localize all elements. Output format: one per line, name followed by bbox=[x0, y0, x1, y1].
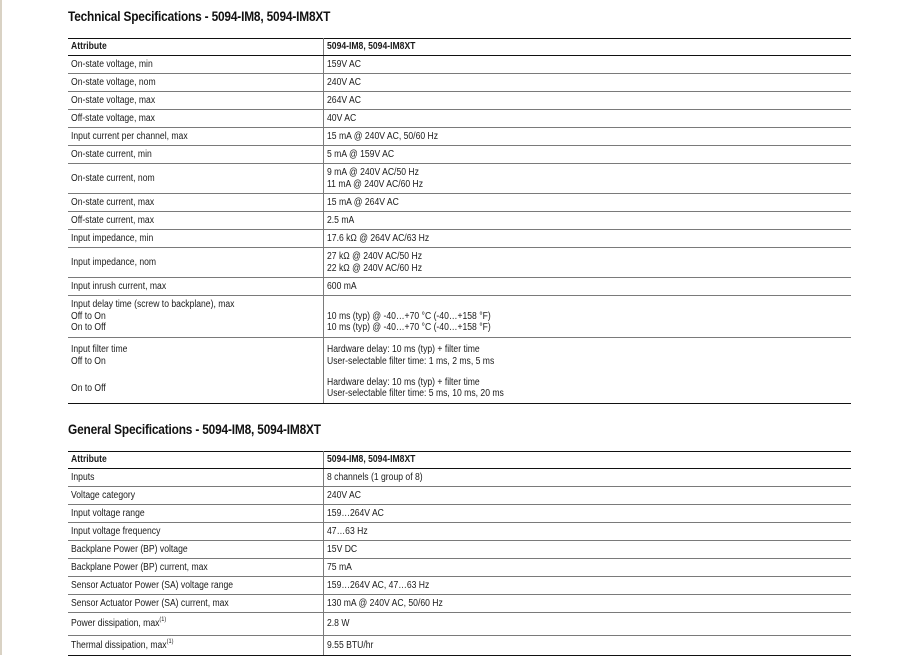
value-text: 159…264V AC, 47…63 Hz bbox=[327, 579, 430, 591]
value-text bbox=[327, 299, 491, 311]
table-row bbox=[68, 248, 851, 278]
table-row bbox=[68, 74, 851, 92]
value-text: 22 kΩ @ 240V AC/60 Hz bbox=[327, 262, 423, 274]
value-cell bbox=[324, 613, 852, 636]
value-text: 11 mA @ 240V AC/60 Hz bbox=[327, 178, 424, 190]
value-text: 240V AC bbox=[327, 76, 361, 88]
attribute-text: Input impedance, nom bbox=[71, 256, 157, 268]
value-text: User-selectable filter time: 1 ms, 2 ms, 5 ms bbox=[327, 355, 495, 367]
attribute-cell bbox=[68, 248, 324, 278]
table-row bbox=[68, 212, 851, 230]
table-row bbox=[68, 505, 851, 523]
table-row bbox=[68, 374, 851, 404]
header-attribute: Attribute bbox=[68, 452, 324, 469]
table-row bbox=[68, 613, 851, 636]
value-text: 9 mA @ 240V AC/50 Hz bbox=[327, 167, 419, 178]
value-text: 8 channels (1 group of 8) bbox=[327, 471, 423, 483]
value-cell bbox=[324, 487, 852, 505]
attribute-text: Voltage category bbox=[71, 489, 136, 501]
attribute-text: Sensor Actuator Power (SA) voltage range bbox=[71, 579, 234, 591]
attribute-cell bbox=[68, 296, 324, 338]
value-cell bbox=[324, 278, 852, 296]
attribute-cell bbox=[68, 194, 324, 212]
table-row bbox=[68, 278, 851, 296]
value-cell bbox=[324, 469, 852, 487]
value-cell bbox=[324, 56, 852, 74]
attribute-text: Off to On bbox=[71, 355, 106, 367]
technical-specs-title: Technical Specifications - 5094-IM8, 5094-IM8XT bbox=[68, 9, 331, 24]
value-text: 10 ms (typ) @ -40…+70 °C (-40…+158 °F) bbox=[327, 322, 491, 334]
attribute-text: On-state voltage, max bbox=[71, 94, 156, 106]
value-text: 264V AC bbox=[327, 94, 361, 106]
attribute-text: Off to On bbox=[71, 310, 106, 322]
attribute-text: Thermal dissipation, $\max^{(1)}$ bbox=[71, 637, 174, 651]
attribute-text: On-state voltage, min bbox=[71, 58, 153, 70]
attribute-cell bbox=[68, 374, 324, 404]
footnote-marker: (1) bbox=[159, 616, 167, 624]
attribute-text: Power dissipation, $\max^{(1)}$ bbox=[71, 616, 167, 630]
attribute-text: Inputs bbox=[71, 471, 95, 483]
attribute-cell bbox=[68, 92, 324, 110]
attribute-cell bbox=[68, 505, 324, 523]
table-row bbox=[68, 230, 851, 248]
general-specs-title: General Specifications - 5094-IM8, 5094-IM8XT bbox=[68, 422, 321, 437]
attribute-cell bbox=[68, 469, 324, 487]
value-text: 75 mA bbox=[327, 561, 352, 573]
attribute-cell bbox=[68, 212, 324, 230]
table-row bbox=[68, 338, 851, 374]
value-cell bbox=[324, 230, 852, 248]
attribute-cell bbox=[68, 230, 324, 248]
table-row bbox=[68, 110, 851, 128]
technical-specs-table bbox=[68, 38, 851, 404]
table-row bbox=[68, 164, 851, 194]
table-row bbox=[68, 487, 851, 505]
attribute-cell bbox=[68, 278, 324, 296]
value-cell bbox=[324, 505, 852, 523]
attribute-cell bbox=[68, 487, 324, 505]
attribute-text: Input delay time (screw to backplane), max bbox=[71, 299, 235, 311]
attribute-text: On-state current, nom bbox=[71, 172, 155, 184]
value-text: 240V AC bbox=[327, 489, 361, 501]
table-row bbox=[68, 92, 851, 110]
value-text: 5 mA @ 159V AC bbox=[327, 148, 395, 160]
value-text: 47…63 Hz bbox=[327, 525, 368, 537]
attribute-cell bbox=[68, 146, 324, 164]
table-row bbox=[68, 56, 851, 74]
attribute-text: Backplane Power (BP) current, max bbox=[71, 561, 208, 573]
table-header-row bbox=[68, 452, 851, 469]
table-row bbox=[68, 194, 851, 212]
value-cell bbox=[324, 146, 852, 164]
value-cell bbox=[324, 248, 852, 278]
table-row bbox=[68, 577, 851, 595]
value-text: Hardware delay: 10 ms (typ) + filter time bbox=[327, 376, 480, 388]
attribute-cell bbox=[68, 636, 324, 656]
attribute-text: Sensor Actuator Power (SA) current, max bbox=[71, 597, 229, 609]
page-edge bbox=[0, 0, 2, 655]
attribute-cell bbox=[68, 56, 324, 74]
attribute-cell bbox=[68, 559, 324, 577]
value-cell bbox=[324, 541, 852, 559]
attribute-cell bbox=[68, 613, 324, 636]
attribute-cell bbox=[68, 128, 324, 146]
header-model: 5094-IM8, 5094-IM8XT bbox=[324, 452, 852, 469]
attribute-cell bbox=[68, 577, 324, 595]
value-text: User-selectable filter time: 5 ms, 10 ms, 20 ms bbox=[327, 388, 504, 400]
value-text: 15 mA @ 240V AC, 50/60 Hz bbox=[327, 130, 439, 142]
header-model: 5094-IM8, 5094-IM8XT bbox=[324, 39, 852, 56]
value-text: 17.6 kΩ @ 264V AC/63 Hz bbox=[327, 232, 430, 244]
value-text: 130 mA @ 240V AC, 50/60 Hz bbox=[327, 597, 443, 609]
attribute-text: Input inrush current, max bbox=[71, 280, 167, 292]
value-cell bbox=[324, 595, 852, 613]
value-cell bbox=[324, 296, 852, 338]
value-text: 2.5 mA bbox=[327, 214, 355, 226]
table-row bbox=[68, 636, 851, 656]
attribute-cell bbox=[68, 164, 324, 194]
footnote-marker: (1) bbox=[166, 637, 174, 645]
general-specs-table bbox=[68, 451, 851, 656]
value-text: 600 mA bbox=[327, 280, 357, 292]
value-cell bbox=[324, 374, 852, 404]
attribute-cell bbox=[68, 523, 324, 541]
value-cell bbox=[324, 110, 852, 128]
attribute-text: Off-state current, max bbox=[71, 214, 155, 226]
attribute-cell bbox=[68, 541, 324, 559]
table-row bbox=[68, 469, 851, 487]
attribute-text: On-state current, min bbox=[71, 148, 152, 160]
value-cell bbox=[324, 128, 852, 146]
value-text: 15 mA @ 264V AC bbox=[327, 196, 399, 208]
attribute-cell bbox=[68, 74, 324, 92]
attribute-cell bbox=[68, 110, 324, 128]
attribute-cell bbox=[68, 595, 324, 613]
value-cell bbox=[324, 338, 852, 374]
attribute-text: On-state voltage, nom bbox=[71, 76, 156, 88]
value-text: 159V AC bbox=[327, 58, 361, 70]
value-cell bbox=[324, 636, 852, 656]
value-cell bbox=[324, 164, 852, 194]
attribute-text: Input current per channel, max bbox=[71, 130, 188, 142]
value-text: Hardware delay: 10 ms (typ) + filter time bbox=[327, 344, 480, 356]
value-cell bbox=[324, 577, 852, 595]
value-cell bbox=[324, 559, 852, 577]
table-row bbox=[68, 559, 851, 577]
value-cell bbox=[324, 92, 852, 110]
value-cell bbox=[324, 194, 852, 212]
attribute-cell bbox=[68, 338, 324, 374]
value-text: 159…264V AC bbox=[327, 507, 384, 519]
attribute-text: On to Off bbox=[71, 382, 106, 394]
value-text: 10 ms (typ) @ -40…+70 °C (-40…+158 °F) bbox=[327, 310, 491, 322]
attribute-text: Input voltage range bbox=[71, 507, 145, 519]
attribute-text: Input voltage frequency bbox=[71, 525, 161, 537]
table-row bbox=[68, 595, 851, 613]
table-row bbox=[68, 146, 851, 164]
table-row bbox=[68, 523, 851, 541]
value-cell bbox=[324, 523, 852, 541]
value-text: 9.55 BTU/hr bbox=[327, 639, 374, 651]
table-header-row bbox=[68, 39, 851, 56]
value-text: 2.8 W bbox=[327, 618, 350, 630]
value-text: 15V DC bbox=[327, 543, 358, 555]
table-row bbox=[68, 128, 851, 146]
attribute-text: On to Off bbox=[71, 322, 106, 334]
value-cell bbox=[324, 74, 852, 92]
attribute-text: Input impedance, min bbox=[71, 232, 154, 244]
value-text: 27 kΩ @ 240V AC/50 Hz bbox=[327, 251, 423, 262]
attribute-text: Off-state voltage, max bbox=[71, 112, 155, 124]
attribute-text: On-state current, max bbox=[71, 196, 155, 208]
table-row bbox=[68, 541, 851, 559]
attribute-text: Backplane Power (BP) voltage bbox=[71, 543, 188, 555]
value-text: 40V AC bbox=[327, 112, 357, 124]
value-cell bbox=[324, 212, 852, 230]
table-row bbox=[68, 296, 851, 338]
attribute-text: Input filter time bbox=[71, 344, 128, 356]
header-attribute: Attribute bbox=[68, 39, 324, 56]
